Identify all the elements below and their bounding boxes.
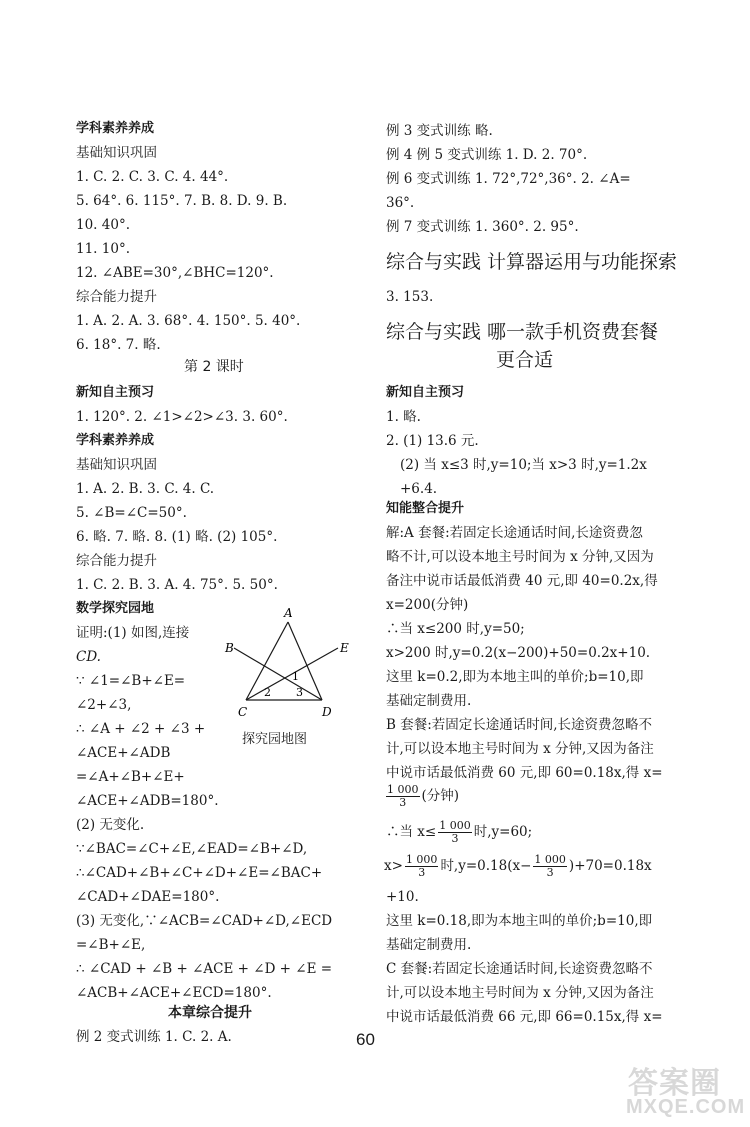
answer-line: 5. ∠B=∠C=50°. [76, 505, 187, 521]
proof-line: ∠ACB+∠ACE+∠ECD=180°. [76, 985, 272, 1001]
fraction-denominator: 3 [418, 866, 426, 879]
solution-line-fraction [386, 818, 532, 846]
text-part: x> [384, 858, 403, 874]
fraction-denominator: 3 [399, 796, 407, 809]
answer-line: 2. (1) 13.6 元. [386, 433, 479, 449]
answer-line: 6. 略. 7. 略. 8. (1) 略. (2) 105°. [76, 529, 278, 545]
solution-line: 备注中说市话最低消费 40 元,即 40=0.2x,得 [386, 573, 658, 589]
chapter-review-title: 本章综合提升 [168, 1005, 252, 1021]
answer-line: 例 2 变式训练 1. C. 2. A. [76, 1029, 232, 1045]
answer-line: 12. ∠ABE=30°,∠BHC=120°. [76, 265, 274, 281]
answer-line: 3. 153. [386, 289, 434, 305]
answer-line: 例 4 例 5 变式训练 1. D. 2. 70°. [386, 147, 588, 163]
solution-line: 中说市话最低消费 66 元,即 66=0.15x,得 x= [386, 1009, 663, 1025]
proof-line: (3) 无变化,∵∠ACB=∠CAD+∠D,∠ECD [76, 913, 333, 929]
star-diagram [222, 604, 358, 724]
label-B: B [225, 641, 234, 655]
proof-line: ∴ ∠A + ∠2 + ∠3 + [76, 721, 206, 737]
proof-line: ∵∠BAC=∠C+∠E,∠EAD=∠B+∠D, [76, 841, 308, 857]
proof-line: ∴∠CAD+∠B+∠C+∠D+∠E=∠BAC+ [76, 865, 323, 881]
practice-title-calculator: 综合与实践 计算器运用与功能探索 [386, 251, 678, 273]
fraction [405, 854, 439, 879]
answer-line: 1. 120°. 2. ∠1>∠2>∠3. 3. 60°. [76, 409, 288, 425]
answer-line: 例 3 变式训练 略. [386, 123, 493, 139]
solution-line: 解:A 套餐:若固定长途通话时间,长途资费忽 [386, 525, 643, 541]
solution-line: 略不计,可以设本地主号时间为 x 分钟,又因为 [386, 549, 654, 565]
proof-line: ∵ ∠1=∠B+∠E= [76, 673, 186, 689]
proof-line: CD. [76, 649, 101, 665]
answer-line: 1. C. 2. C. 3. C. 4. 44°. [76, 169, 229, 185]
section-heading: 新知自主预习 [386, 385, 465, 400]
answer-line: 5. 64°. 6. 115°. 7. B. 8. D. 9. B. [76, 193, 288, 209]
solution-line-fraction [384, 782, 459, 810]
page-number: 60 [356, 1030, 375, 1049]
star-figure [222, 604, 358, 754]
label-A: A [284, 606, 293, 620]
proof-line: (2) 无变化. [76, 817, 145, 833]
solution-line: +10. [386, 889, 419, 905]
proof-line: ∠ACE+∠ADB [76, 745, 171, 761]
fraction [386, 784, 420, 809]
solution-line: 这里 k=0.18,即为本地主叫的单价;b=10,即 [386, 913, 653, 929]
watermark-url: MXQE.COM [626, 1096, 746, 1118]
lesson-title: 第 2 课时 [184, 359, 244, 375]
label-C: C [238, 705, 248, 719]
answer-line: 1. A. 2. B. 3. C. 4. C. [76, 481, 215, 497]
proof-line: ∠2+∠3, [76, 697, 132, 713]
answer-line: 11. 10°. [76, 241, 130, 257]
answer-line: 1. 略. [386, 409, 421, 425]
text-part: 时,y=0.18(x− [440, 858, 532, 874]
proof-line: ∴ ∠CAD + ∠B + ∠ACE + ∠D + ∠E = [76, 961, 333, 977]
proof-line: ∠ACE+∠ADB=180°. [76, 793, 219, 809]
sub-heading: 综合能力提升 [76, 289, 157, 305]
fraction-numerator: 1 000 [405, 853, 438, 866]
text-part: 时,y=60; [473, 824, 533, 840]
solution-line: x=200(分钟) [386, 597, 469, 613]
sub-heading: 基础知识巩固 [76, 457, 157, 473]
fraction [533, 854, 567, 879]
sub-heading: 综合能力提升 [76, 553, 157, 569]
solution-line: 这里 k=0.2,即为本地主叫的单价;b=10,即 [386, 669, 644, 685]
fraction-denominator: 3 [546, 866, 554, 879]
label-angle-3: 3 [296, 686, 303, 699]
solution-line: ∴当 x≤200 时,y=50; [386, 621, 525, 637]
answer-line: 6. 18°. 7. 略. [76, 337, 161, 353]
proof-line: 证明:(1) 如图,连接 [76, 625, 190, 641]
practice-title-phone-plan-cont: 更合适 [496, 349, 554, 371]
label-angle-1: 1 [292, 670, 299, 683]
fraction [438, 820, 472, 845]
section-heading: 知能整合提升 [386, 501, 465, 516]
answer-line: 例 7 变式训练 1. 360°. 2. 95°. [386, 219, 579, 235]
proof-line: ∠CAD+∠DAE=180°. [76, 889, 220, 905]
sub-heading: 基础知识巩固 [76, 145, 157, 161]
answer-line: 1. A. 2. A. 3. 68°. 4. 150°. 5. 40°. [76, 313, 301, 329]
answer-line: (2) 当 x≤3 时,y=10;当 x>3 时,y=1.2x [400, 457, 647, 473]
answer-line: 36°. [386, 195, 415, 211]
fraction-tail: (分钟) [421, 788, 460, 804]
solution-line: 基础定制费用. [386, 937, 472, 953]
fraction-denominator: 3 [451, 832, 459, 845]
solution-line: x>200 时,y=0.2(x−200)+50=0.2x+10. [386, 645, 651, 661]
text-part: )+70=0.18x [568, 858, 652, 874]
label-E: E [340, 641, 349, 655]
proof-line: =∠B+∠E, [76, 937, 146, 953]
solution-line: C 套餐:若固定长途通话时间,长途资费忽略不 [386, 961, 653, 977]
answer-line: 1. C. 2. B. 3. A. 4. 75°. 5. 50°. [76, 577, 278, 593]
solution-line: 计,可以设本地主号时间为 x 分钟,又因为备注 [386, 741, 654, 757]
answer-line: 例 6 变式训练 1. 72°,72°,36°. 2. ∠A= [386, 171, 631, 187]
section-heading: 学科素养养成 [76, 121, 155, 136]
practice-title-phone-plan: 综合与实践 哪一款手机资费套餐 [386, 321, 659, 343]
fraction-numerator: 1 000 [439, 819, 471, 832]
figure-caption: 探究园地图 [242, 732, 308, 747]
answer-line: +6.4. [400, 481, 438, 497]
solution-line: B 套餐:若固定长途通话时间,长途资费忽略不 [386, 717, 653, 733]
section-heading: 学科素养养成 [76, 433, 155, 448]
fraction-numerator: 1 000 [534, 853, 566, 866]
solution-line: 计,可以设本地主号时间为 x 分钟,又因为备注 [386, 985, 654, 1001]
answer-line: 10. 40°. [76, 217, 130, 233]
solution-line-fraction [384, 852, 652, 880]
watermark-logo: 答案圈 [628, 1067, 721, 1100]
proof-line: =∠A+∠B+∠E+ [76, 769, 185, 785]
section-heading: 数学探究园地 [76, 601, 155, 616]
text-part: ∴当 x≤ [386, 824, 437, 840]
fraction-numerator: 1 000 [387, 783, 419, 796]
solution-line: 中说市话最低消费 60 元,即 60=0.18x,得 x= [386, 765, 663, 781]
solution-line: 基础定制费用. [386, 693, 472, 709]
label-D: D [322, 705, 332, 719]
label-angle-2: 2 [264, 686, 271, 699]
section-heading: 新知自主预习 [76, 385, 155, 400]
